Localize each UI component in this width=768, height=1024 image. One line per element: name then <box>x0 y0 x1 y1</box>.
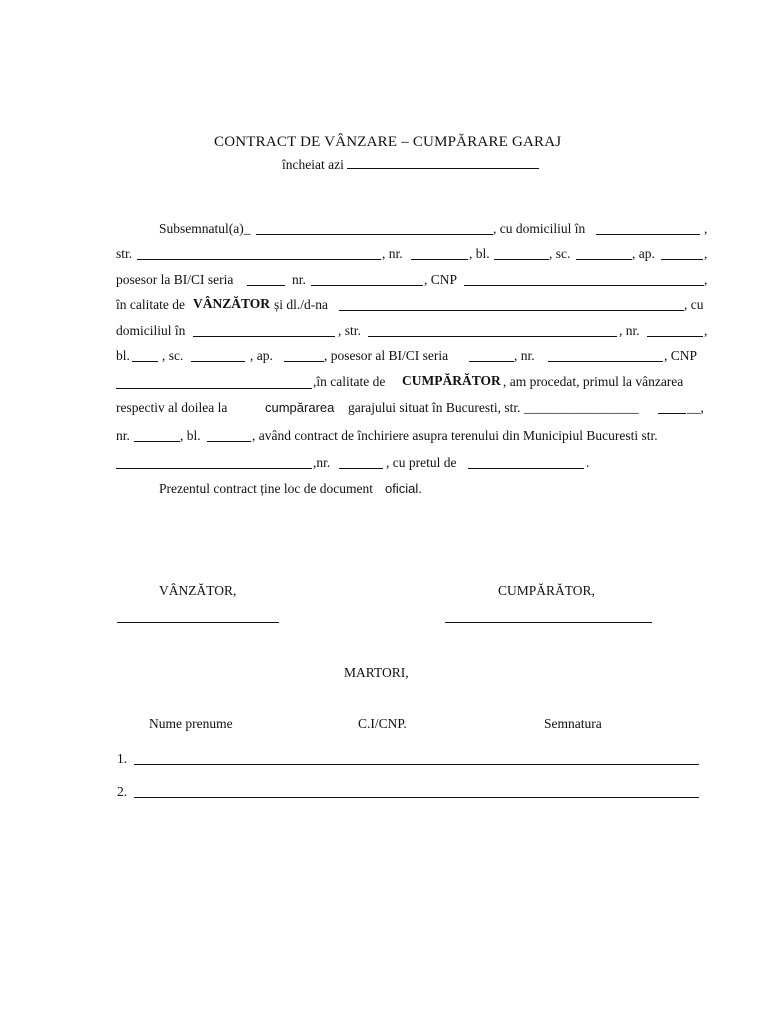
witness-row-2-line <box>134 797 699 798</box>
procedat-text: , am procedat, primul la vânzarea <box>503 374 684 389</box>
garage-nr-blank <box>134 441 180 442</box>
nr-label: , nr. <box>382 246 403 261</box>
witness-row-1-line <box>134 764 699 765</box>
str-label: , str. <box>338 323 361 338</box>
buyer-ap-blank <box>284 361 324 362</box>
seller-nr-blank <box>411 259 468 260</box>
nr-label: , nr. <box>514 348 535 363</box>
dl-label: și dl./d-na <box>274 297 328 312</box>
seller-name-blank <box>256 234 493 235</box>
date-blank <box>347 168 539 169</box>
buyer-city-blank <box>193 336 335 337</box>
bl-label: , bl. <box>180 428 201 443</box>
posesor-label: , posesor al BI/CI seria <box>324 348 449 363</box>
buyer-name-blank <box>339 310 684 311</box>
underscore-end: __, <box>687 400 704 415</box>
calitate-label: în calitate de <box>116 297 185 312</box>
buyer-cnp-blank <box>116 388 312 389</box>
witnesses-title: MARTORI, <box>344 665 409 680</box>
ap-label: , ap. <box>632 246 655 261</box>
posesor-label: posesor la BI/CI seria <box>116 272 234 287</box>
vanzator-signature-label: VÂNZĂTOR, <box>159 583 237 598</box>
comma: , <box>704 246 708 261</box>
str-label: str. <box>116 246 133 261</box>
document-title: CONTRACT DE VÂNZARE – CUMPĂRARE GARAJ <box>214 134 562 150</box>
nr-label: , nr. <box>619 323 640 338</box>
witness-row-2-number: 2. <box>117 784 128 799</box>
subsemnatul-label: Subsemnatul(a)_ <box>159 221 251 236</box>
contract-text: , având contract de închiriere asupra terenului din Municipiul Bucuresti str. <box>252 428 658 443</box>
garage-street-blank <box>658 413 686 414</box>
garage-bl-blank <box>207 441 251 442</box>
witness-row-1-number: 1. <box>117 751 128 766</box>
price-blank <box>468 468 584 469</box>
buyer-street-blank <box>368 336 617 337</box>
document-subtitle: încheiat azi <box>282 157 344 172</box>
witness-col-sign: Semnatura <box>544 716 602 731</box>
ap-label: , ap. <box>250 348 273 363</box>
buyer-bl-blank <box>132 361 158 362</box>
nr-label: ,nr. <box>313 455 331 470</box>
seller-id-nr-blank <box>311 285 423 286</box>
seller-street-blank <box>137 259 381 260</box>
calitate-label: ,în calitate de <box>313 374 386 389</box>
oficial-text: oficial. <box>385 481 422 496</box>
seller-sc-blank <box>576 259 632 260</box>
seller-city-blank <box>596 234 700 235</box>
domiciliu-label: domiciliul în <box>116 323 186 338</box>
seller-cnp-blank <box>464 285 704 286</box>
land-nr-blank <box>339 468 383 469</box>
seller-ap-blank <box>661 259 703 260</box>
comma: , <box>704 323 708 338</box>
respectiv-text: respectiv al doilea la <box>116 400 228 415</box>
cu-label: , cu <box>684 297 704 312</box>
comma: , <box>704 272 708 287</box>
witness-col-ci: C.I/CNP. <box>358 716 407 731</box>
vanzator-role: VÂNZĂTOR <box>193 296 271 311</box>
cnp-label: , CNP <box>424 272 458 287</box>
nr-label: nr. <box>292 272 306 287</box>
period: . <box>586 455 590 470</box>
bl-label: , bl. <box>469 246 490 261</box>
sc-label: , sc. <box>162 348 184 363</box>
land-street-blank <box>116 468 312 469</box>
buyer-id-series-blank <box>469 361 514 362</box>
bl-label: bl. <box>116 348 130 363</box>
cnp-label: , CNP <box>664 348 698 363</box>
cumparator-signature-line <box>445 622 652 623</box>
cumpararea-text: cumpărarea <box>265 400 335 415</box>
witness-col-name: Nume prenume <box>149 716 233 731</box>
cumparator-role: CUMPĂRĂTOR <box>402 373 501 388</box>
nr-label: nr. <box>116 428 130 443</box>
buyer-id-nr-blank <box>548 361 663 362</box>
comma: , <box>704 221 708 236</box>
garaj-location-text: garajului situat în Bucuresti, str. _________________ <box>348 400 639 415</box>
sc-label: , sc. <box>549 246 571 261</box>
domiciliu-label: , cu domiciliul în <box>493 221 586 236</box>
pret-label: , cu pretul de <box>386 455 457 470</box>
prezentul-text: Prezentul contract ține loc de document <box>159 481 374 496</box>
seller-id-series-blank <box>247 285 285 286</box>
buyer-sc-blank <box>191 361 245 362</box>
seller-bl-blank <box>494 259 549 260</box>
buyer-nr-blank <box>647 336 703 337</box>
cumparator-signature-label: CUMPĂRĂTOR, <box>498 583 595 598</box>
vanzator-signature-line <box>117 622 279 623</box>
